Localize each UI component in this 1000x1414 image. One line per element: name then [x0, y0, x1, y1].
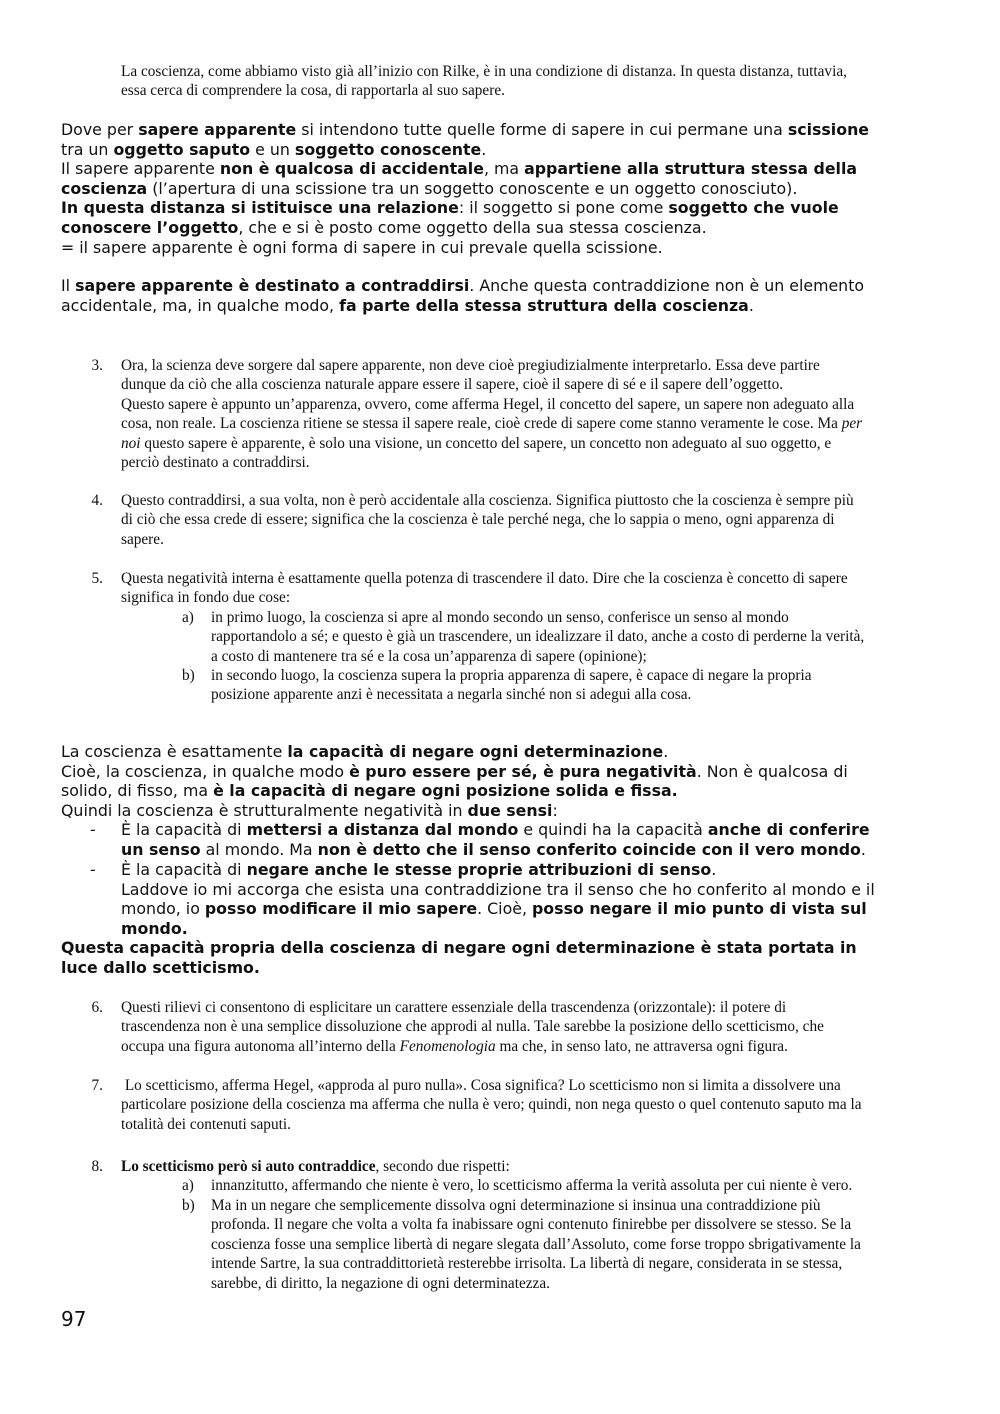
bullet-dash: -	[90, 860, 96, 879]
text-line: sapere.	[121, 530, 164, 548]
text-line: un senso al mondo. Ma non è detto che il senso conferito coincide con il vero mondo.	[121, 839, 866, 859]
page-number: 97	[61, 1307, 87, 1331]
bullet-item	[121, 860, 875, 938]
text-line: innanzitutto, affermando che niente è vero, lo scetticismo afferma la verità assoluta per cui niente è vero.	[211, 1177, 853, 1194]
notes-block-2	[61, 276, 864, 315]
text-line: rapportandolo a sé; e questo è già un trascendere, un idealizzare il dato, anche a costo di perderne la verità,	[211, 628, 865, 646]
text-line: La coscienza, come abbiamo visto già all’inizio con Rilke, è in una condizione di distanza. In questa distanza, tuttavia,	[121, 63, 847, 80]
text-line: perciò destinato a contraddirsi.	[121, 454, 310, 472]
text-line: La coscienza è esattamente la capacità di negare ogni determinazione.	[61, 742, 669, 761]
text-line: Questa capacità propria della coscienza di negare ogni determinazione è stata portata in	[61, 938, 857, 957]
text-line: accidentale, ma, in qualche modo, fa parte della stessa struttura della coscienza.	[61, 295, 754, 315]
text-line: a costo di mantenere tra sé e la cosa un’apparenza di sapere (opinione);	[211, 647, 647, 665]
item-number: 6.	[91, 999, 103, 1016]
text-line: Lo scetticismo, afferma Hegel, «approda al puro nulla». Cosa significa? Lo scetticismo non si limita a dissolvere una	[121, 1077, 841, 1094]
text-line: essa cerca di comprendere la cosa, di rapportarla al suo sapere.	[121, 82, 505, 100]
text-line: significa in fondo due cose:	[121, 589, 291, 607]
item-number: 8.	[91, 1158, 103, 1175]
text-line: noi questo sapere è apparente, è solo una visione, un concetto del sapere, un concetto non adeguato al suo oggetto, e	[121, 434, 832, 452]
sub-item-b	[211, 666, 812, 705]
text-line: trascendenza non è una semplice dissoluzione che approdi al nulla. Tale sarebbe la posizione dello scetticismo, che	[121, 1018, 824, 1036]
text-line: solido, di fisso, ma è la capacità di negare ogni posizione solida e fissa.	[61, 781, 678, 801]
sub-item-a	[211, 1176, 852, 1195]
text-line: sarebbe, di diritto, la negazione di ogni determinatezza.	[211, 1274, 550, 1292]
item-number: 5.	[91, 570, 103, 587]
text-line: = il sapere apparente è ogni forma di sapere in cui prevale quella scissione.	[61, 237, 663, 257]
text-line: coscienza fosse una semplice libertà di negare slegata dall’Assoluto, come forse troppo sbrigativamente la	[211, 1235, 861, 1253]
text-line: Ora, la scienza deve sorgere dal sapere apparente, non deve cioè pregiudizialmente interpretarlo. Essa deve partire	[121, 357, 820, 374]
item-number: 7.	[91, 1077, 103, 1094]
text-line: In questa distanza si istituisce una relazione: il soggetto si pone come soggetto che vuole	[61, 198, 839, 218]
text-line: Laddove io mi accorga che esista una contraddizione tra il senso che ho conferito al mondo e il	[121, 879, 875, 899]
sub-item-marker: b)	[182, 1197, 195, 1214]
notes-block-1	[61, 120, 869, 257]
sub-item-a	[211, 608, 864, 666]
text-line: tra un oggetto saputo e un soggetto conoscente.	[61, 139, 487, 159]
text-line: Cioè, la coscienza, in qualche modo è puro essere per sé, è pura negatività. Non è qualcosa di	[61, 761, 848, 781]
bullet-item	[121, 820, 870, 859]
text-line: Questo contraddirsi, a sua volta, non è però accidentale alla coscienza. Significa piuttosto che la coscienza è sempre più	[121, 492, 854, 509]
text-line: conoscere l’oggetto, che e si è posto come oggetto della sua stessa coscienza.	[61, 217, 707, 237]
text-line: occupa una figura autonoma all’interno della Fenomenologia ma che, in senso lato, ne attraversa ogni figura.	[121, 1037, 788, 1055]
sub-item-marker: a)	[182, 1177, 194, 1194]
text-line: Il sapere apparente non è qualcosa di accidentale, ma appartiene alla struttura stessa della	[61, 159, 858, 179]
text-line: Il sapere apparente è destinato a contraddirsi. Anche questa contraddizione non è un elemento	[61, 276, 865, 295]
text-line: luce dallo scetticismo.	[61, 957, 260, 977]
item-number: 4.	[91, 492, 103, 509]
text-line: mondo.	[121, 918, 188, 938]
text-line: in secondo luogo, la coscienza supera la propria apparenza di sapere, è capace di negare la propria	[211, 667, 812, 684]
text-line: totalità dei contenuti saputi.	[121, 1115, 291, 1133]
text-line: particolare posizione della coscienza ma afferma che nulla è vero; quindi, non nega questo o quel contenuto saputo ma la	[121, 1096, 862, 1114]
text-line: di ciò che essa crede di essere; significa che la coscienza è tale perché nega, che lo sappia o meno, ogni apparenza di	[121, 511, 835, 529]
item-number: 3.	[91, 357, 103, 374]
text-line: mondo, io posso modificare il mio sapere. Cioè, posso negare il mio punto di vista sul	[121, 899, 867, 919]
text-line: È la capacità di negare anche le stesse proprie attribuzioni di senso.	[121, 860, 717, 879]
text-line: profonda. Il negare che volta a volta fa inabissare ogni contenuto finirebbe per dissolvere se stesso. Se la	[211, 1216, 852, 1234]
text-line: in primo luogo, la coscienza si apre al mondo secondo un senso, conferisce un senso al mondo	[211, 609, 789, 626]
text-line: coscienza (l’apertura di una scissione tra un soggetto conoscente e un oggetto conosciuto).	[61, 178, 798, 198]
sub-item-marker: a)	[182, 609, 194, 626]
intro-quote	[121, 62, 847, 101]
bullet-dash: -	[90, 820, 96, 839]
text-line: cosa, non reale. La coscienza ritiene se stessa il sapere reale, cioè crede di sapere come stanno veramente le cose. Ma per	[121, 415, 863, 433]
text-line: Lo scetticismo però si auto contraddice, secondo due rispetti:	[121, 1158, 510, 1175]
text-line: Ma in un negare che semplicemente dissolva ogni determinazione si insinua una contraddizione più	[211, 1197, 821, 1214]
text-line: intende Sartre, la sua contraddittorietà resterebbe irrisolta. La libertà di negare, considerata in se stessa,	[211, 1255, 843, 1273]
text-line: Quindi la coscienza è strutturalmente negatività in due sensi:	[61, 800, 558, 820]
conclusion	[61, 938, 857, 977]
text-line: Questi rilievi ci consentono di esplicitare un carattere essenziale della trascendenza (orizzontale): il potere di	[121, 999, 787, 1016]
text-line: dunque da ciò che alla coscienza naturale appare essere il sapere, cioè il sapere di sé e il sapere dell’oggetto.	[121, 376, 784, 394]
text-line: Dove per sapere apparente si intendono tutte quelle forme di sapere in cui permane una scissione	[61, 120, 870, 139]
sub-item-marker: b)	[182, 667, 195, 684]
text-line: posizione apparente anzi è necessitata a negarla sinché non si adegui alla cosa.	[211, 686, 692, 704]
text-line: È la capacità di mettersi a distanza dal mondo e quindi ha la capacità anche di conferire	[121, 820, 870, 839]
text-line: Questo sapere è appunto un’apparenza, ovvero, come afferma Hegel, il concetto del sapere, un sapere non adeguato alla	[121, 395, 855, 413]
sub-item-b	[211, 1196, 861, 1293]
text-line: Questa negatività interna è esattamente quella potenza di trascendere il dato. Dire che la coscienza è concetto di sapere	[121, 570, 848, 587]
